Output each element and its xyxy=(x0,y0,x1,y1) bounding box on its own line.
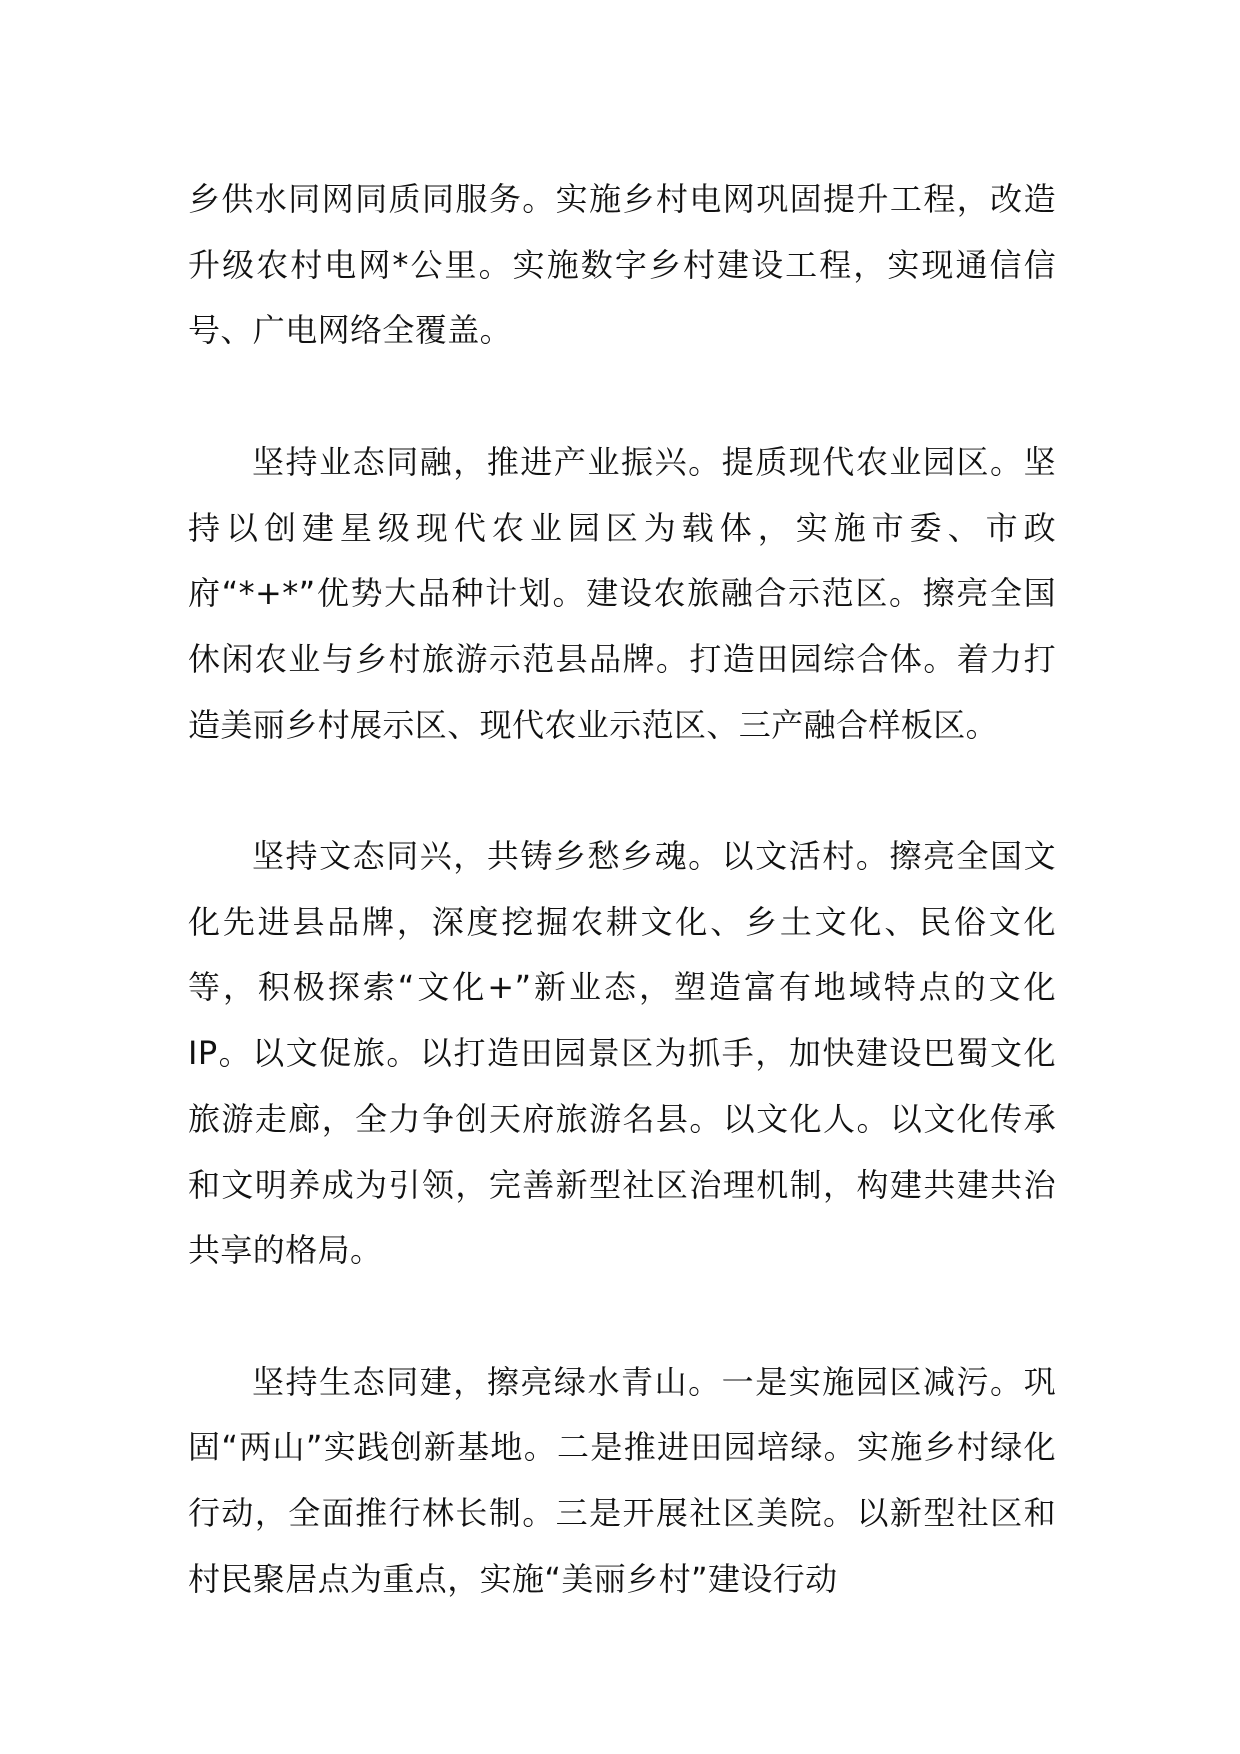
paragraph-industry-revitalization: 坚持业态同融，推进产业振兴。提质现代农业园区。坚持以创建星级现代农业园区为载体，实施市委、市政府“*+*”优势大品种计划。建设农旅融合示范区。擦亮全国休闲农业与乡村旅游示范县品牌。打造田园综合体。着力打造美丽乡村展示区、现代农业示范区、三产融合样板区。 xyxy=(188,442,1056,744)
paragraph-ecology-revitalization: 坚持生态同建，擦亮绿水青山。一是实施园区减污。巩固“两山”实践创新基地。二是推进田园培绿。实施乡村绿化行动，全面推行林长制。三是开展社区美院。以新型社区和村民聚居点为重点，实施“美丽乡村”建设行动 xyxy=(188,1362,1056,1598)
paragraph-culture-revitalization: 坚持文态同兴，共铸乡愁乡魂。以文活村。擦亮全国文化先进县品牌，深度挖掘农耕文化、乡土文化、民俗文化等，积极探索“文化+”新业态，塑造富有地域特点的文化IP。以文促旅。以打造田园景区为抓手，加快建设巴蜀文化旅游走廊，全力争创天府旅游名县。以文化人。以文化传承和文明养成为引领，完善新型社区治理机制，构建共建共治共享的格局。 xyxy=(188,837,1056,1270)
paragraph-water-power-digital: 乡供水同网同质同服务。实施乡村电网巩固提升工程，改造升级农村电网*公里。实施数字乡村建设工程，实现通信信号、广电网络全覆盖。 xyxy=(188,180,1056,350)
document-body xyxy=(188,167,1056,1612)
